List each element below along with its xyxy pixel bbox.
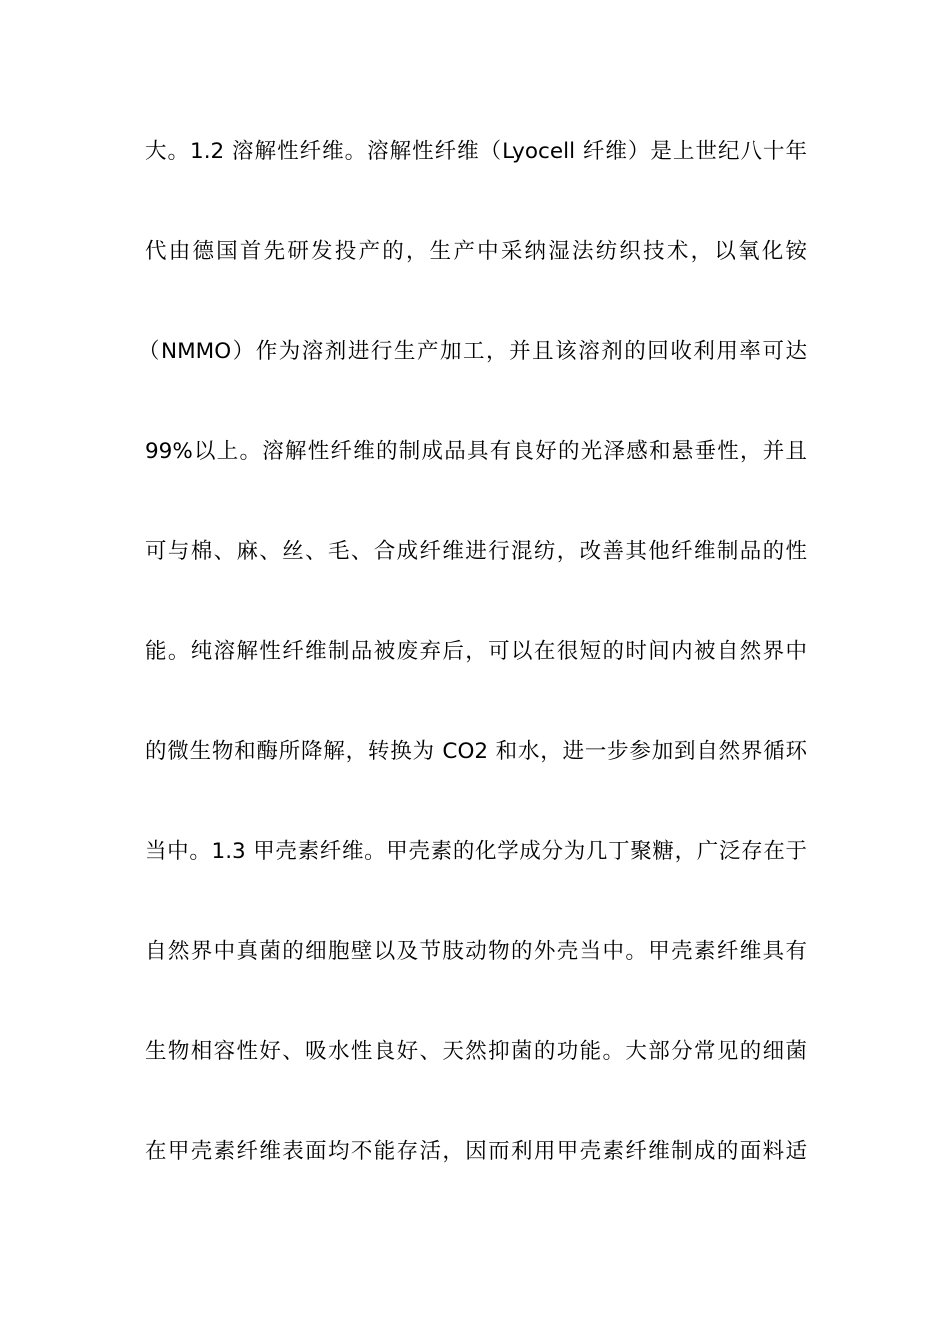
- text-line: 能。纯溶解性纤维制品被废弃后，可以在很短的时间内被自然界中: [145, 639, 807, 664]
- text-line: 代由德国首先研发投产的，生产中采纳湿法纺织技术，以氧化铵: [145, 239, 807, 264]
- text-line: 生物相容性好、吸水性良好、天然抑菌的功能。大部分常见的细菌: [145, 1039, 807, 1064]
- text-line: 自然界中真菌的细胞壁以及节肢动物的外壳当中。甲壳素纤维具有: [145, 939, 807, 964]
- text-line: 可与棉、麻、丝、毛、合成纤维进行混纺，改善其他纤维制品的性: [145, 539, 807, 564]
- text-line: 当中。1.3 甲壳素纤维。甲壳素的化学成分为几丁聚糖，广泛存在于: [145, 839, 807, 864]
- text-line: 99%以上。溶解性纤维的制成品具有良好的光泽感和悬垂性，并且: [145, 439, 807, 464]
- text-line: 在甲壳素纤维表面均不能存活，因而利用甲壳素纤维制成的面料适: [145, 1139, 807, 1164]
- text-line: 的微生物和酶所降解，转换为 CO2 和水，进一步参加到自然界循环: [145, 739, 807, 764]
- text-line: 大。1.2 溶解性纤维。溶解性纤维（Lyocell 纤维）是上世纪八十年: [145, 139, 807, 164]
- text-line: （NMMO）作为溶剂进行生产加工，并且该溶剂的回收利用率可达: [138, 339, 807, 364]
